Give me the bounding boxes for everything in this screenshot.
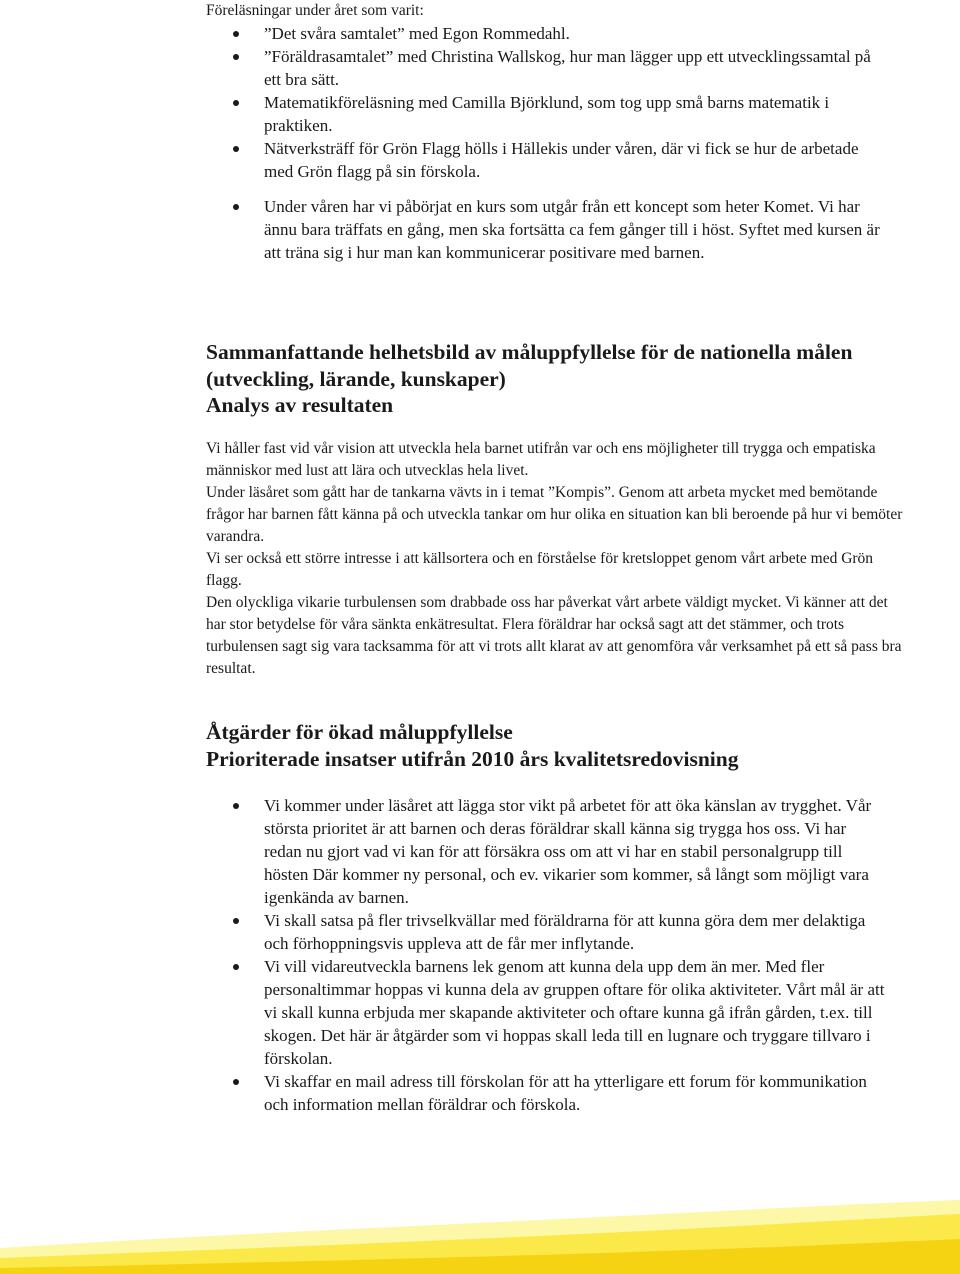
summary-paragraph: Den olyckliga vikarie turbulensen som drabbade oss har påverkat vårt arbete väldigt mycket. Vi känner att det har stor betydelse för våra sänkta enkätresultat. Flera föräldrar har också sagt att det stämmer, och trots turbulensen sagt sig vara tacksamma för att vi trots allt klarat av att genomföra vår verksamhet på ett så pass bra resultat. <box>206 594 902 677</box>
bullet-icon <box>233 204 239 210</box>
list-item: Vi vill vidareutveckla barnens lek genom att kunna dela upp dem än mer. Med fler personaltimmar hoppas vi kunna dela av gruppen oftare för olika aktiviteter. Vårt mål är att vi skall kunna erbjuda mer skapande aktiviteter och oftare kunna gå ifrån gården, t.ex. till skogen. Det här är åtgärder som vi hoppas skall leda till en lugnare och tryggare tillvaro i förskolan. <box>206 955 886 1070</box>
bullet-icon <box>233 100 239 106</box>
summary-heading-line-3: Analys av resultaten <box>206 393 394 417</box>
list-item: ”Det svåra samtalet” med Egon Rommedahl. <box>206 22 886 45</box>
measures-heading-line-1: Åtgärder för ökad måluppfyllelse <box>206 720 513 744</box>
list-item: Vi skall satsa på fler trivselkvällar med föräldrarna för att kunna göra dem mer delaktiga och förhoppningsvis uppleva att de får mer inflytande. <box>206 909 886 955</box>
intro-lead: Föreläsningar under året som varit: <box>206 2 424 19</box>
list-item: Matematikföreläsning med Camilla Björklund, som tog upp små barns matematik i praktiken. <box>206 91 886 137</box>
bullet-icon <box>233 803 239 809</box>
bullet-icon <box>233 31 239 37</box>
bullet-icon <box>233 146 239 152</box>
summary-heading-line-1: Sammanfattande helhetsbild av måluppfyllelse för de nationella målen <box>206 340 853 364</box>
list-item: Vi kommer under läsåret att lägga stor vikt på arbetet för att öka känslan av trygghet. Vår största prioritet är att barnen och deras föräldrar skall känna sig trygga hos oss. Vi har redan nu gjort vad vi kan för att försäkra oss om att vi har en stabil personalgrupp till hösten Där kommer ny personal, och ev. vikarier som kommer, så långt som möjligt vara igenkända av barnen. <box>206 794 886 909</box>
bullet-icon <box>233 1079 239 1085</box>
summary-heading-line-2: (utveckling, lärande, kunskaper) <box>206 366 506 391</box>
list-item: Vi skaffar en mail adress till förskolan för att ha ytterligare ett forum för kommunikation och information mellan föräldrar och förskola. <box>206 1070 886 1116</box>
summary-heading <box>206 339 906 419</box>
list-item: Under våren har vi påbörjat en kurs som utgår från ett koncept som heter Komet. Vi har ännu bara träffats en gång, men ska fortsätta ca fem gånger till i höst. Syftet med kursen är att träna sig i hur man kan kommunicerar positivare med barnen. <box>206 195 886 264</box>
bullet-icon <box>233 54 239 60</box>
lectures-list <box>206 22 886 264</box>
measures-heading-line-2: Prioriterade insatser utifrån 2010 års kvalitetsredovisning <box>206 746 739 771</box>
summary-body <box>206 438 906 680</box>
bullet-icon <box>233 964 239 970</box>
summary-paragraph: Vi håller fast vid vår vision att utveckla hela barnet utifrån var och ens möjligheter till trygga och empatiska människor med lust att lära och utvecklas hela livet. <box>206 440 876 479</box>
list-item: Nätverksträff för Grön Flagg hölls i Hällekis under våren, där vi fick se hur de arbetade med Grön flagg på sin förskola. <box>206 137 886 183</box>
list-item: ”Föräldrasamtalet” med Christina Wallskog, hur man lägger upp ett utvecklingssamtal på ett bra sätt. <box>206 45 886 91</box>
measures-heading <box>206 719 906 772</box>
summary-paragraph: Under läsåret som gått har de tankarna vävts in i temat ”Kompis”. Genom att arbeta mycket med bemötande frågor har barnen fått känna på och utveckla tankar om hur olika en situation kan bli beroende på hur vi bemöter varandra. <box>206 484 903 545</box>
measures-list <box>206 794 886 1116</box>
summary-paragraph: Vi ser också ett större intresse i att källsortera och en förståelse för kretsloppet genom vårt arbete med Grön flagg. <box>206 550 874 589</box>
bullet-icon <box>233 918 239 924</box>
footer-wave-decoration <box>0 1190 960 1274</box>
